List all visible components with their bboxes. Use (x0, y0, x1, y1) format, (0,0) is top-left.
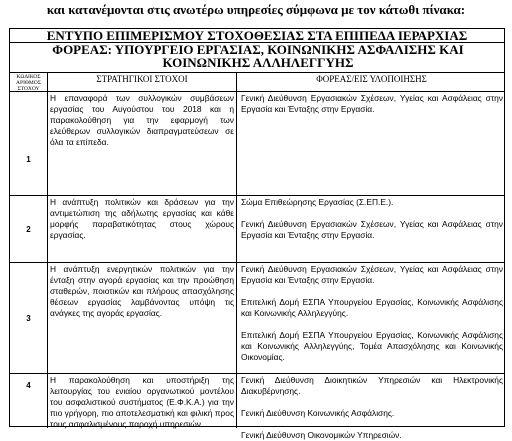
row-3-body-2: Επιτελική Δομή ΕΣΠΑ Υπουργείου Εργασίας, Κοινωνικής Ασφάλισης και Κοινωνικής Αλληλεγγύης. (241, 297, 503, 318)
divider (10, 91, 504, 92)
row-divider (10, 262, 504, 263)
intro-text: και κατανέμονται στις ανωτέρω υπηρεσίες σύμφωνα με τον κάτωθι πίνακα: (46, 2, 466, 17)
row-4-bodies (241, 375, 503, 440)
row-2-bodies (241, 197, 503, 259)
ministry-title: ΦΟΡΕΑΣ: ΥΠΟΥΡΓΕΙΟ ΕΡΓΑΣΙΑΣ, ΚΟΙΝΩΝΙΚΗΣ ΑΣΦΑΛΙΣΗΣ ΚΑΙ ΚΟΙΝΩΝΙΚΗΣ ΑΛΛΗΛΕΓΓΥΗΣ (52, 42, 464, 70)
objectives-table (9, 28, 505, 440)
row-4-body-2: Γενική Διεύθυνση Κοινωνικής Ασφάλισης. (241, 408, 395, 418)
row-4-number: 4 (26, 381, 31, 390)
header-code: ΚΩΔΙΚΟΣ ΑΡΙΘΜΟΣ ΣΤΟΧΟΥ (16, 74, 41, 92)
row-3-number: 3 (26, 314, 31, 323)
row-4-body-3: Γενική Διεύθυνση Οικονομικών Υπηρεσιών. (241, 430, 402, 440)
row-1-bodies (241, 93, 503, 193)
row-2-body-2: Γενική Διεύθυνση Εργασιακών Σχέσεων, Υγείας και Ασφάλειας στην Εργασία και Ένταξης στην Εργασία. (241, 219, 503, 240)
row-2-number: 2 (26, 225, 31, 234)
row-divider (10, 195, 504, 196)
column-divider (47, 73, 48, 428)
header-bodies: ΦΟΡΕΑΣ/ΕΙΣ ΥΛΟΠΟΙΗΣΗΣ (316, 74, 427, 84)
row-divider (10, 373, 504, 374)
row-3-body-3: Επιτελική Δομή ΕΣΠΑ Υπουργείου Εργασίας, Κοινωνικής Ασφάλισης και Κοινωνικής Αλληλεγγύης, Τομέα Απασχόλησης και Κοινωνικής Οικονομίας. (241, 330, 503, 362)
row-3-body-1: Γενική Διεύθυνση Εργασιακών Σχέσεων, Υγείας και Ασφάλειας στην Εργασία και Ένταξης στην Εργασία. (241, 264, 503, 285)
row-4-body-1: Γενική Διεύθυνση Διοικητικών Υπηρεσιών και Ηλεκτρονικής Διακυβέρνησης. (241, 375, 503, 396)
column-divider (236, 73, 237, 428)
row-2-objective: Η ανάπτυξη πολιτικών και δράσεων για την αντιμετώπιση της αδήλωτης εργασίας και κάθε μορφής παραβατικότητας στους χώρους εργασίας. (50, 197, 234, 240)
row-2-body-1: Σώμα Επιθεώρησης Εργασίας (Σ.ΕΠ.Ε.). (241, 197, 394, 207)
row-4-objective: Η παρακολούθηση και υποστήριξη της λειτουργίας του ενιαίου οργανωτικού μοντέλου του ασφαλιστικού συστήματος (Ε.Φ.Κ.Α.) για την πιο γρήγορη, πιο αποτελεσματική και φιλική προς τους ασφαλισμένους παροχή υπηρεσιών. (50, 375, 234, 429)
row-1-objective: Η επαναφορά των συλλογικών συμβάσεων εργασίας του Αυγούστου του 2018 και η παρακολούθηση για την εφαρμογή των ελεύθερων συλλογικών διαπραγματεύσεων σε όλα τα επίπεδα. (50, 93, 234, 147)
row-3-objective: Η ανάπτυξη ενεργητικών πολιτικών για την ένταξη στην αγορά εργασίας και την προώθηση σταθερών, ποιοτικών και πλήρους απασχόλησης θέσεων εργασίας λαμβάνοντας υπόψη τις ανάγκες της αγοράς εργασίας. (50, 264, 234, 318)
table-title: ΕΝΤΥΠΟ ΕΠΙΜΕΡΙΣΜΟΥ ΣΤΟΧΟΘΕΣΙΑΣ ΣΤΑ ΕΠΙΠΕΔΑ ΙΕΡΑΡΧΙΑΣ (46, 28, 468, 43)
row-1-number: 1 (26, 155, 31, 164)
row-1-body-1: Γενική Διεύθυνση Εργασιακών Σχέσεων, Υγείας και Ασφάλειας στην Εργασία και Ένταξης στην Εργασία. (241, 93, 503, 114)
header-objectives: ΣΤΡΑΤΗΓΙΚΟΙ ΣΤΟΧΟΙ (96, 74, 188, 84)
row-3-bodies (241, 264, 503, 370)
